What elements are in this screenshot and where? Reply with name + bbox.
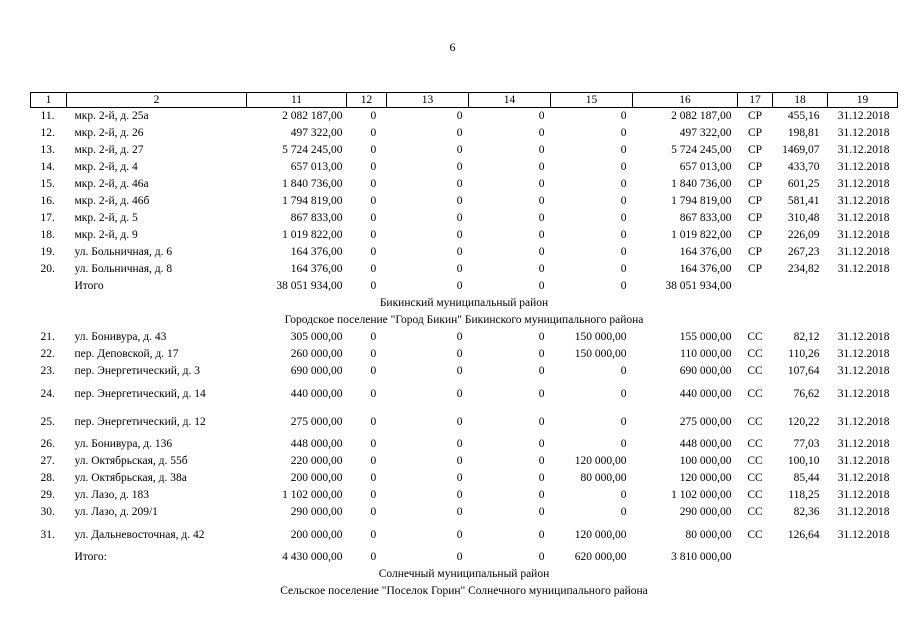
row-number bbox=[31, 549, 67, 566]
address-cell: ул. Бонивура, д. 43 bbox=[74, 331, 167, 343]
col-15-cell: 0 bbox=[620, 365, 627, 377]
fund-method-cell: СС bbox=[747, 472, 763, 484]
total-cost-cell: 1 794 819,00 bbox=[282, 195, 343, 207]
col-15-cell: 0 bbox=[620, 110, 627, 122]
deadline-cell: 31.12.2018 bbox=[837, 506, 890, 518]
col-12-cell: 0 bbox=[370, 263, 377, 275]
row-number: 18. bbox=[40, 229, 55, 241]
table-row bbox=[31, 436, 898, 453]
col-16-cell: 275 000,00 bbox=[679, 416, 732, 428]
section-heading: Сельское поселение "Поселок Горин" Солнечного муниципального района bbox=[280, 585, 648, 597]
area-cell: 310,48 bbox=[787, 212, 820, 224]
deadline-cell: 31.12.2018 bbox=[837, 127, 890, 139]
table-row bbox=[31, 363, 898, 380]
col-12-cell: 0 bbox=[370, 348, 377, 360]
row-number: 23. bbox=[40, 365, 55, 377]
fund-method-cell: СС bbox=[747, 388, 763, 400]
total-cost-cell: 1 102 000,00 bbox=[282, 489, 343, 501]
col-12-cell: 0 bbox=[370, 365, 377, 377]
col-16-cell: 440 000,00 bbox=[679, 388, 732, 400]
table-row bbox=[31, 193, 898, 210]
col-14-cell: 0 bbox=[538, 280, 545, 292]
col-13-cell: 0 bbox=[456, 280, 463, 292]
area-cell: 100,10 bbox=[787, 455, 820, 467]
header-cell: 14 bbox=[469, 93, 551, 108]
deadline-cell: 31.12.2018 bbox=[837, 348, 890, 360]
fund-method-cell: СС bbox=[747, 365, 763, 377]
row-number: 22. bbox=[40, 348, 55, 360]
col-15-cell: 120 000,00 bbox=[574, 455, 627, 467]
col-12-cell: 0 bbox=[370, 331, 377, 343]
fund-method-cell: СР bbox=[747, 110, 763, 122]
address-cell: мкр. 2-й, д. 9 bbox=[74, 229, 138, 241]
col-15-cell: 0 bbox=[620, 144, 627, 156]
col-12-cell: 0 bbox=[370, 229, 377, 241]
total-cost-cell: 2 082 187,00 bbox=[282, 110, 343, 122]
col-15-cell: 0 bbox=[620, 161, 627, 173]
area-cell: 76,62 bbox=[793, 388, 820, 400]
col-13-cell: 0 bbox=[456, 388, 463, 400]
area-cell: 198,81 bbox=[787, 127, 820, 139]
header-cell: 12 bbox=[347, 93, 387, 108]
fund-method-cell: СС bbox=[747, 529, 763, 541]
row-number: 15. bbox=[40, 178, 55, 190]
total-cost-cell: 497 322,00 bbox=[290, 127, 343, 139]
col-14-cell: 0 bbox=[538, 263, 545, 275]
area-cell bbox=[773, 549, 828, 566]
col-13-cell: 0 bbox=[456, 529, 463, 541]
address-cell: ул. Больничная, д. 8 bbox=[74, 263, 173, 275]
col-16-cell: 110 000,00 bbox=[680, 348, 732, 360]
address-cell: ул. Октябрьская, д. 55б bbox=[74, 455, 188, 467]
fund-method-cell: СС bbox=[747, 348, 763, 360]
col-14-cell: 0 bbox=[538, 110, 545, 122]
row-number: 21. bbox=[40, 331, 55, 343]
fund-method-cell: СС bbox=[747, 416, 763, 428]
area-cell: 118,25 bbox=[788, 489, 820, 501]
total-cost-cell: 220 000,00 bbox=[290, 455, 343, 467]
col-15-cell: 0 bbox=[620, 195, 627, 207]
area-cell: 234,82 bbox=[787, 263, 820, 275]
table-row bbox=[31, 125, 898, 142]
col-16-cell: 5 724 245,00 bbox=[671, 144, 732, 156]
col-16-cell: 1 840 736,00 bbox=[671, 178, 732, 190]
fund-method-cell: СС bbox=[747, 489, 763, 501]
col-14-cell: 0 bbox=[538, 489, 545, 501]
total-cost-cell: 275 000,00 bbox=[290, 416, 343, 428]
fund-method-cell: СС bbox=[747, 438, 763, 450]
address-cell: ул. Октябрьская, д. 38а bbox=[74, 472, 187, 484]
col-12-cell: 0 bbox=[370, 438, 377, 450]
deadline-cell: 31.12.2018 bbox=[837, 212, 890, 224]
address-cell: пер. Деповской, д. 17 bbox=[74, 348, 179, 360]
address-cell: ул. Больничная, д. 6 bbox=[74, 246, 173, 258]
col-14-cell: 0 bbox=[538, 551, 545, 563]
col-16-cell: 1 019 822,00 bbox=[671, 229, 732, 241]
col-15-cell: 0 bbox=[620, 212, 627, 224]
table-row bbox=[31, 487, 898, 504]
row-number: 24. bbox=[40, 388, 55, 400]
row-number bbox=[31, 278, 67, 295]
fund-method-cell: СР bbox=[747, 212, 763, 224]
col-15-cell: 0 bbox=[620, 506, 627, 518]
col-15-cell: 80 000,00 bbox=[580, 472, 627, 484]
area-cell: 120,22 bbox=[787, 416, 820, 428]
col-16-cell: 164 376,00 bbox=[679, 246, 732, 258]
row-number: 27. bbox=[40, 455, 55, 467]
col-14-cell: 0 bbox=[538, 348, 545, 360]
col-12-cell: 0 bbox=[370, 489, 377, 501]
col-13-cell: 0 bbox=[456, 263, 463, 275]
row-number: 30. bbox=[40, 506, 55, 518]
col-16-cell: 867 833,00 bbox=[679, 212, 732, 224]
row-number: 25. bbox=[40, 416, 55, 428]
col-13-cell: 0 bbox=[456, 455, 463, 467]
col-13-cell: 0 bbox=[456, 438, 463, 450]
deadline-cell: 31.12.2018 bbox=[837, 489, 890, 501]
table-row bbox=[31, 346, 898, 363]
col-15-cell: 120 000,00 bbox=[574, 529, 627, 541]
deadline-cell: 31.12.2018 bbox=[837, 144, 890, 156]
section-heading-row bbox=[31, 583, 898, 600]
col-13-cell: 0 bbox=[456, 331, 463, 343]
col-13-cell: 0 bbox=[456, 246, 463, 258]
col-15-cell: 0 bbox=[620, 489, 627, 501]
table-row bbox=[31, 108, 898, 126]
col-13-cell: 0 bbox=[456, 506, 463, 518]
address-cell: Итого: bbox=[74, 551, 107, 563]
col-14-cell: 0 bbox=[538, 506, 545, 518]
deadline-cell: 31.12.2018 bbox=[837, 438, 890, 450]
area-cell: 1469,07 bbox=[782, 144, 820, 156]
col-14-cell: 0 bbox=[538, 416, 545, 428]
header-cell: 1 bbox=[31, 93, 67, 108]
col-14-cell: 0 bbox=[538, 365, 545, 377]
table-row bbox=[31, 470, 898, 487]
total-cost-cell: 164 376,00 bbox=[290, 263, 343, 275]
fund-method-cell: СР bbox=[747, 229, 763, 241]
col-14-cell: 0 bbox=[538, 178, 545, 190]
col-16-cell: 657 013,00 bbox=[679, 161, 732, 173]
col-14-cell: 0 bbox=[538, 127, 545, 139]
col-16-cell: 155 000,00 bbox=[679, 331, 732, 343]
address-cell: пер. Энергетический, д. 14 bbox=[74, 387, 206, 400]
col-13-cell: 0 bbox=[456, 195, 463, 207]
header-cell: 16 bbox=[633, 93, 738, 108]
total-cost-cell: 657 013,00 bbox=[290, 161, 343, 173]
col-16-cell: 38 051 934,00 bbox=[665, 280, 732, 292]
col-12-cell: 0 bbox=[370, 161, 377, 173]
table-row bbox=[31, 210, 898, 227]
housing-repair-table bbox=[30, 92, 898, 600]
address-cell: ул. Лазо, д. 209/1 bbox=[74, 506, 158, 518]
col-15-cell: 0 bbox=[620, 280, 627, 292]
col-16-cell: 448 000,00 bbox=[679, 438, 732, 450]
deadline-cell bbox=[828, 278, 898, 295]
col-15-cell: 0 bbox=[620, 229, 627, 241]
area-cell bbox=[773, 278, 828, 295]
col-16-cell: 2 082 187,00 bbox=[671, 110, 732, 122]
deadline-cell: 31.12.2018 bbox=[837, 365, 890, 377]
col-15-cell: 0 bbox=[620, 263, 627, 275]
section-heading: Городское поселение "Город Бикин" Бикинского муниципального района bbox=[284, 314, 644, 326]
row-number: 26. bbox=[40, 438, 55, 450]
col-14-cell: 0 bbox=[538, 529, 545, 541]
area-cell: 267,23 bbox=[787, 246, 820, 258]
col-16-cell: 3 810 000,00 bbox=[671, 551, 732, 563]
fund-method-cell: СР bbox=[747, 127, 763, 139]
col-12-cell: 0 bbox=[370, 529, 377, 541]
col-12-cell: 0 bbox=[370, 144, 377, 156]
col-12-cell: 0 bbox=[370, 127, 377, 139]
col-16-cell: 690 000,00 bbox=[679, 365, 732, 377]
fund-method-cell: СС bbox=[747, 506, 763, 518]
col-13-cell: 0 bbox=[456, 144, 463, 156]
table-row bbox=[31, 159, 898, 176]
total-cost-cell: 164 376,00 bbox=[290, 246, 343, 258]
row-number: 16. bbox=[40, 195, 55, 207]
deadline-cell bbox=[828, 549, 898, 566]
col-12-cell: 0 bbox=[370, 246, 377, 258]
col-12-cell: 0 bbox=[370, 110, 377, 122]
deadline-cell: 31.12.2018 bbox=[837, 529, 890, 541]
fund-method-cell: СР bbox=[747, 178, 763, 190]
col-15-cell: 0 bbox=[620, 246, 627, 258]
total-cost-cell: 5 724 245,00 bbox=[282, 144, 343, 156]
table-row bbox=[31, 521, 898, 549]
col-12-cell: 0 bbox=[370, 280, 377, 292]
area-cell: 601,25 bbox=[787, 178, 820, 190]
col-16-cell: 1 102 000,00 bbox=[671, 489, 732, 501]
col-16-cell: 497 322,00 bbox=[679, 127, 732, 139]
total-cost-cell: 200 000,00 bbox=[290, 529, 343, 541]
col-15-cell: 0 bbox=[620, 416, 627, 428]
col-12-cell: 0 bbox=[370, 212, 377, 224]
address-cell: ул. Бонивура, д. 136 bbox=[74, 438, 173, 450]
table-header-row bbox=[31, 93, 898, 108]
col-14-cell: 0 bbox=[538, 438, 545, 450]
area-cell: 126,64 bbox=[787, 529, 820, 541]
col-13-cell: 0 bbox=[456, 365, 463, 377]
total-cost-cell: 4 430 000,00 bbox=[282, 551, 343, 563]
total-cost-cell: 690 000,00 bbox=[290, 365, 343, 377]
col-13-cell: 0 bbox=[456, 212, 463, 224]
col-12-cell: 0 bbox=[370, 178, 377, 190]
area-cell: 82,12 bbox=[793, 331, 820, 343]
section-heading-row bbox=[31, 566, 898, 583]
col-12-cell: 0 bbox=[370, 195, 377, 207]
address-cell: ул. Дальневосточная, д. 42 bbox=[74, 528, 205, 541]
table-row bbox=[31, 278, 898, 295]
fund-method-cell: СР bbox=[747, 246, 763, 258]
col-13-cell: 0 bbox=[456, 551, 463, 563]
total-cost-cell: 1 840 736,00 bbox=[282, 178, 343, 190]
col-12-cell: 0 bbox=[370, 551, 377, 563]
col-16-cell: 1 794 819,00 bbox=[671, 195, 732, 207]
row-number: 31. bbox=[40, 529, 55, 541]
total-cost-cell: 448 000,00 bbox=[290, 438, 343, 450]
row-number: 12. bbox=[40, 127, 55, 139]
row-number: 20. bbox=[40, 263, 55, 275]
deadline-cell: 31.12.2018 bbox=[837, 246, 890, 258]
total-cost-cell: 867 833,00 bbox=[290, 212, 343, 224]
address-cell: пер. Энергетический, д. 3 bbox=[74, 365, 200, 377]
deadline-cell: 31.12.2018 bbox=[837, 110, 890, 122]
col-12-cell: 0 bbox=[370, 388, 377, 400]
col-14-cell: 0 bbox=[538, 331, 545, 343]
col-14-cell: 0 bbox=[538, 455, 545, 467]
deadline-cell: 31.12.2018 bbox=[837, 178, 890, 190]
total-cost-cell: 1 019 822,00 bbox=[282, 229, 343, 241]
col-16-cell: 80 000,00 bbox=[685, 529, 732, 541]
table-row bbox=[31, 380, 898, 408]
header-cell: 11 bbox=[247, 93, 347, 108]
fund-method-cell: СР bbox=[747, 195, 763, 207]
area-cell: 226,09 bbox=[787, 229, 820, 241]
col-13-cell: 0 bbox=[456, 489, 463, 501]
col-15-cell: 0 bbox=[620, 127, 627, 139]
row-number: 14. bbox=[40, 161, 55, 173]
header-cell: 19 bbox=[828, 93, 898, 108]
total-cost-cell: 260 000,00 bbox=[290, 348, 343, 360]
total-cost-cell: 290 000,00 bbox=[290, 506, 343, 518]
total-cost-cell: 440 000,00 bbox=[290, 388, 343, 400]
area-cell: 107,64 bbox=[787, 365, 820, 377]
fund-method-cell: СС bbox=[747, 331, 763, 343]
total-cost-cell: 38 051 934,00 bbox=[276, 280, 343, 292]
section-heading-row bbox=[31, 295, 898, 312]
col-14-cell: 0 bbox=[538, 472, 545, 484]
col-16-cell: 100 000,00 bbox=[679, 455, 732, 467]
area-cell: 581,41 bbox=[787, 195, 820, 207]
row-number: 13. bbox=[40, 144, 55, 156]
area-cell: 110,26 bbox=[788, 348, 820, 360]
col-12-cell: 0 bbox=[370, 416, 377, 428]
area-cell: 433,70 bbox=[787, 161, 820, 173]
table-row bbox=[31, 504, 898, 521]
col-14-cell: 0 bbox=[538, 195, 545, 207]
col-13-cell: 0 bbox=[456, 229, 463, 241]
col-12-cell: 0 bbox=[370, 472, 377, 484]
col-13-cell: 0 bbox=[456, 472, 463, 484]
col-14-cell: 0 bbox=[538, 161, 545, 173]
section-heading: Солнечный муниципальный район bbox=[378, 568, 550, 580]
deadline-cell: 31.12.2018 bbox=[837, 195, 890, 207]
address-cell: мкр. 2-й, д. 25а bbox=[74, 110, 149, 122]
col-12-cell: 0 bbox=[370, 506, 377, 518]
col-15-cell: 0 bbox=[620, 178, 627, 190]
col-15-cell: 0 bbox=[620, 438, 627, 450]
col-14-cell: 0 bbox=[538, 229, 545, 241]
col-16-cell: 290 000,00 bbox=[679, 506, 732, 518]
address-cell: Итого bbox=[74, 280, 104, 292]
deadline-cell: 31.12.2018 bbox=[837, 455, 890, 467]
col-13-cell: 0 bbox=[456, 348, 463, 360]
deadline-cell: 31.12.2018 bbox=[837, 229, 890, 241]
fund-method-cell bbox=[738, 278, 773, 295]
address-cell: пер. Энергетический, д. 12 bbox=[74, 415, 206, 428]
table-row bbox=[31, 261, 898, 278]
table-row bbox=[31, 408, 898, 436]
address-cell: ул. Лазо, д. 183 bbox=[74, 489, 149, 501]
table-row bbox=[31, 176, 898, 193]
deadline-cell: 31.12.2018 bbox=[837, 388, 890, 400]
row-number: 28. bbox=[40, 472, 55, 484]
area-cell: 77,03 bbox=[793, 438, 820, 450]
address-cell: мкр. 2-й, д. 26 bbox=[74, 127, 144, 139]
row-number: 11. bbox=[40, 110, 55, 122]
area-cell: 455,16 bbox=[787, 110, 820, 122]
address-cell: мкр. 2-й, д. 4 bbox=[74, 161, 138, 173]
table-body bbox=[31, 108, 898, 601]
row-number: 29. bbox=[40, 489, 55, 501]
fund-method-cell: СР bbox=[747, 263, 763, 275]
table-row bbox=[31, 142, 898, 159]
col-15-cell: 620 000,00 bbox=[574, 551, 627, 563]
section-heading: Бикинский муниципальный район bbox=[379, 297, 549, 309]
address-cell: мкр. 2-й, д. 5 bbox=[74, 212, 138, 224]
deadline-cell: 31.12.2018 bbox=[837, 161, 890, 173]
header-cell: 17 bbox=[738, 93, 773, 108]
total-cost-cell: 200 000,00 bbox=[290, 472, 343, 484]
table-row bbox=[31, 227, 898, 244]
area-cell: 85,44 bbox=[793, 472, 820, 484]
header-cell: 18 bbox=[773, 93, 828, 108]
total-cost-cell: 305 000,00 bbox=[290, 331, 343, 343]
col-14-cell: 0 bbox=[538, 212, 545, 224]
area-cell: 82,36 bbox=[793, 506, 820, 518]
header-cell: 13 bbox=[387, 93, 469, 108]
header-cell: 2 bbox=[67, 93, 247, 108]
table-row bbox=[31, 453, 898, 470]
table-row bbox=[31, 549, 898, 566]
address-cell: мкр. 2-й, д. 46а bbox=[74, 178, 149, 190]
header-cell: 15 bbox=[551, 93, 633, 108]
fund-method-cell: СР bbox=[747, 144, 763, 156]
col-14-cell: 0 bbox=[538, 388, 545, 400]
col-14-cell: 0 bbox=[538, 246, 545, 258]
fund-method-cell bbox=[738, 549, 773, 566]
col-12-cell: 0 bbox=[370, 455, 377, 467]
table-row bbox=[31, 329, 898, 346]
fund-method-cell: СС bbox=[747, 455, 763, 467]
deadline-cell: 31.12.2018 bbox=[837, 472, 890, 484]
col-15-cell: 150 000,00 bbox=[574, 331, 627, 343]
address-cell: мкр. 2-й, д. 46б bbox=[74, 195, 150, 207]
address-cell: мкр. 2-й, д. 27 bbox=[74, 144, 144, 156]
page-number: 6 bbox=[449, 40, 456, 54]
deadline-cell: 31.12.2018 bbox=[837, 416, 890, 428]
col-16-cell: 164 376,00 bbox=[679, 263, 732, 275]
fund-method-cell: СР bbox=[747, 161, 763, 173]
col-15-cell: 150 000,00 bbox=[574, 348, 627, 360]
row-number: 19. bbox=[40, 246, 55, 258]
row-number: 17. bbox=[40, 212, 55, 224]
deadline-cell: 31.12.2018 bbox=[837, 331, 890, 343]
section-heading-row bbox=[31, 312, 898, 329]
col-13-cell: 0 bbox=[456, 127, 463, 139]
col-13-cell: 0 bbox=[456, 110, 463, 122]
deadline-cell: 31.12.2018 bbox=[837, 263, 890, 275]
col-14-cell: 0 bbox=[538, 144, 545, 156]
col-15-cell: 0 bbox=[620, 388, 627, 400]
col-13-cell: 0 bbox=[456, 178, 463, 190]
table-row bbox=[31, 244, 898, 261]
col-13-cell: 0 bbox=[456, 161, 463, 173]
col-13-cell: 0 bbox=[456, 416, 463, 428]
col-16-cell: 120 000,00 bbox=[679, 472, 732, 484]
